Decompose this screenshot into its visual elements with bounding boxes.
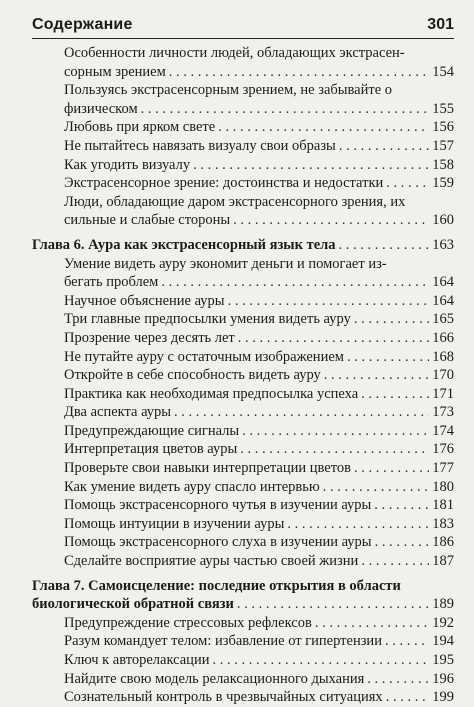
toc-entry-title-line: Как угодить визуалу [64,156,191,173]
dot-leader [238,329,429,348]
table-of-contents [32,44,454,707]
toc-section-entry [32,552,454,571]
toc-page-number: 195 [432,652,454,668]
toc-entry-title-line: Глава 7. Самоисцеление: последние открытия в области [32,577,401,594]
dot-leader [347,348,429,367]
dot-leader [367,670,429,689]
toc-section-entry [32,515,454,534]
dot-leader [386,174,429,193]
dot-leader [339,137,429,156]
toc-page-number: 166 [432,329,454,346]
dot-leader [242,422,429,441]
toc-section-entry [32,81,454,118]
toc-page-number: 164 [432,292,454,309]
toc-section-entry [32,440,454,459]
toc-section-entry [32,478,454,497]
toc-section-entry [32,348,454,367]
toc-section-entry [32,310,454,329]
toc-entry-title-line: Особенности личности людей, обладающих экстрасен- [64,45,405,61]
toc-entry-title-line: Умение видеть ауру экономит деньги и помогает из- [64,255,387,272]
toc-page-number: 168 [432,348,454,365]
toc-entry-title-line: Пользуясь экстрасенсорным зрением, не забывайте о [64,82,393,99]
toc-section-entry [32,137,454,156]
toc-entry-title-line: сильные и слабые стороны [64,212,231,229]
toc-section-entry [32,614,454,633]
dot-leader [141,100,429,119]
toc-page-number: 186 [432,534,454,551]
dot-leader [385,632,429,651]
toc-entry-title-line: Разум командует телом: избавление от гипертензии [64,633,382,650]
toc-entry-title-line: Любовь при ярком свете [64,119,216,136]
toc-section-entry [32,385,454,404]
toc-page-number: 156 [432,119,454,136]
running-head-title: Содержание [32,16,133,33]
toc-entry-title-line: Прозрение через десять лет [64,329,235,346]
dot-leader [233,211,429,230]
toc-entry-title-line: Ключ к авторелаксации [64,652,210,668]
toc-section-entry [32,651,454,670]
toc-entry-title-line: Практика как необходимая предпосылка успеха [64,385,359,402]
dot-leader [228,292,429,311]
dot-leader [315,614,429,633]
toc-section-entry [32,403,454,422]
toc-entry-title-line: биологической обратной связи [32,596,234,613]
dot-leader [354,459,429,478]
toc-entry-title-line: Два аспекта ауры [64,404,172,421]
dot-leader [354,310,429,329]
toc-page-number: 164 [432,274,454,291]
toc-page-number: 181 [432,497,454,514]
toc-section-entry [32,156,454,175]
toc-page-number: 187 [432,553,454,570]
toc-section-entry [32,118,454,137]
toc-entry-title-line: Помощь экстрасенсорного чутья в изучении ауры [64,497,372,514]
toc-entry-title-line: Помощь экстрасенсорного слуха в изучении ауры [64,534,372,551]
toc-section-entry [32,688,454,707]
toc-page-number: 170 [432,367,454,384]
toc-page-number: 196 [432,670,454,687]
dot-leader [174,403,429,422]
toc-entry-title-line: Откройте в себе способность видеть ауру [64,367,321,384]
toc-page-number: 192 [432,614,454,631]
toc-section-entry [32,193,454,230]
toc-page-number: 177 [432,460,454,477]
toc-section-entry [32,174,454,193]
toc-page-number: 176 [432,441,454,458]
dot-leader [240,440,429,459]
toc-page-number: 183 [432,515,454,532]
toc-entry-title-line: Не путайте ауру с остаточным изображением [64,348,344,365]
toc-entry-title-line: Экстрасенсорное зрение: достоинства и недостатки [64,175,384,192]
toc-entry-title-line: Интерпретация цветов ауры [64,441,238,458]
toc-entry-title-line: Три главные предпосылки умения видеть ауру [64,311,351,328]
dot-leader [169,63,429,82]
toc-section-entry [32,366,454,385]
toc-entry-title-line: бегать проблем [64,274,159,291]
toc-entry-title-line: Помощь интуиции в изучении ауры [64,515,285,532]
toc-section-entry [32,459,454,478]
dot-leader [161,273,429,292]
toc-page-number: 194 [432,633,454,650]
toc-section-entry [32,632,454,651]
toc-section-entry [32,422,454,441]
toc-entry-title-line: Найдите свою модель релаксационного дыхания [64,670,365,687]
toc-page-number: 180 [432,478,454,495]
toc-section-entry [32,496,454,515]
toc-entry-title-line: Сделайте восприятие ауры частью своей жизни [64,553,359,570]
toc-entry-title-line: Сознательный контроль в чрезвычайных ситуациях [64,689,383,706]
dot-leader [287,515,429,534]
dot-leader [339,236,429,255]
toc-page-number: 157 [432,137,454,154]
header-rule [32,38,454,39]
toc-section-entry [32,292,454,311]
toc-section-entry [32,670,454,689]
toc-page-number: 163 [432,236,454,253]
toc-page-number: 154 [432,63,454,80]
toc-entry-title-line: Люди, обладающие даром экстрасенсорного зрения, их [64,193,406,210]
dot-leader [324,366,429,385]
toc-entry-title-line: Предупреждающие сигналы [64,422,240,439]
running-header [32,14,454,38]
toc-page-number: 158 [432,156,454,173]
page-number: 301 [427,16,454,33]
dot-leader [361,385,429,404]
toc-entry-title-line: Проверьте свои навыки интерпретации цветов [64,460,351,477]
toc-entry-title-line: сорным зрением [64,63,166,80]
toc-entry-title-line: Глава 6. Аура как экстрасенсорный язык тела [32,236,336,253]
dot-leader [361,552,429,571]
toc-page-number: 160 [432,212,454,229]
dot-leader [212,651,429,670]
toc-page-number: 165 [432,311,454,328]
toc-entry-title-line: Предупреждение стрессовых рефлексов [64,614,312,631]
toc-chapter-entry [32,577,454,614]
dot-leader [218,118,429,137]
toc-entry-title-line: физическом [64,100,138,117]
dot-leader [375,533,429,552]
toc-section-entry [32,255,454,292]
dot-leader [323,478,429,497]
dot-leader [193,156,429,175]
toc-page-number: 199 [432,689,454,706]
toc-entry-title-line: Не пытайтесь навязать визуалу свои образы [64,137,336,154]
dot-leader [237,595,429,614]
toc-entry-title-line: Научное объяснение ауры [64,292,225,309]
dot-leader [374,496,429,515]
toc-chapter-entry [32,236,454,255]
toc-page-number: 189 [432,596,454,613]
toc-page-number: 159 [432,175,454,192]
toc-section-entry [32,44,454,81]
toc-page-number: 155 [432,100,454,117]
toc-page-number: 174 [432,422,454,439]
toc-entry-title-line: Как умение видеть ауру спасло интервью [64,478,320,495]
toc-page-number: 173 [432,404,454,421]
toc-page-number: 171 [432,385,454,402]
toc-section-entry [32,329,454,348]
toc-section-entry [32,533,454,552]
dot-leader [386,688,429,707]
